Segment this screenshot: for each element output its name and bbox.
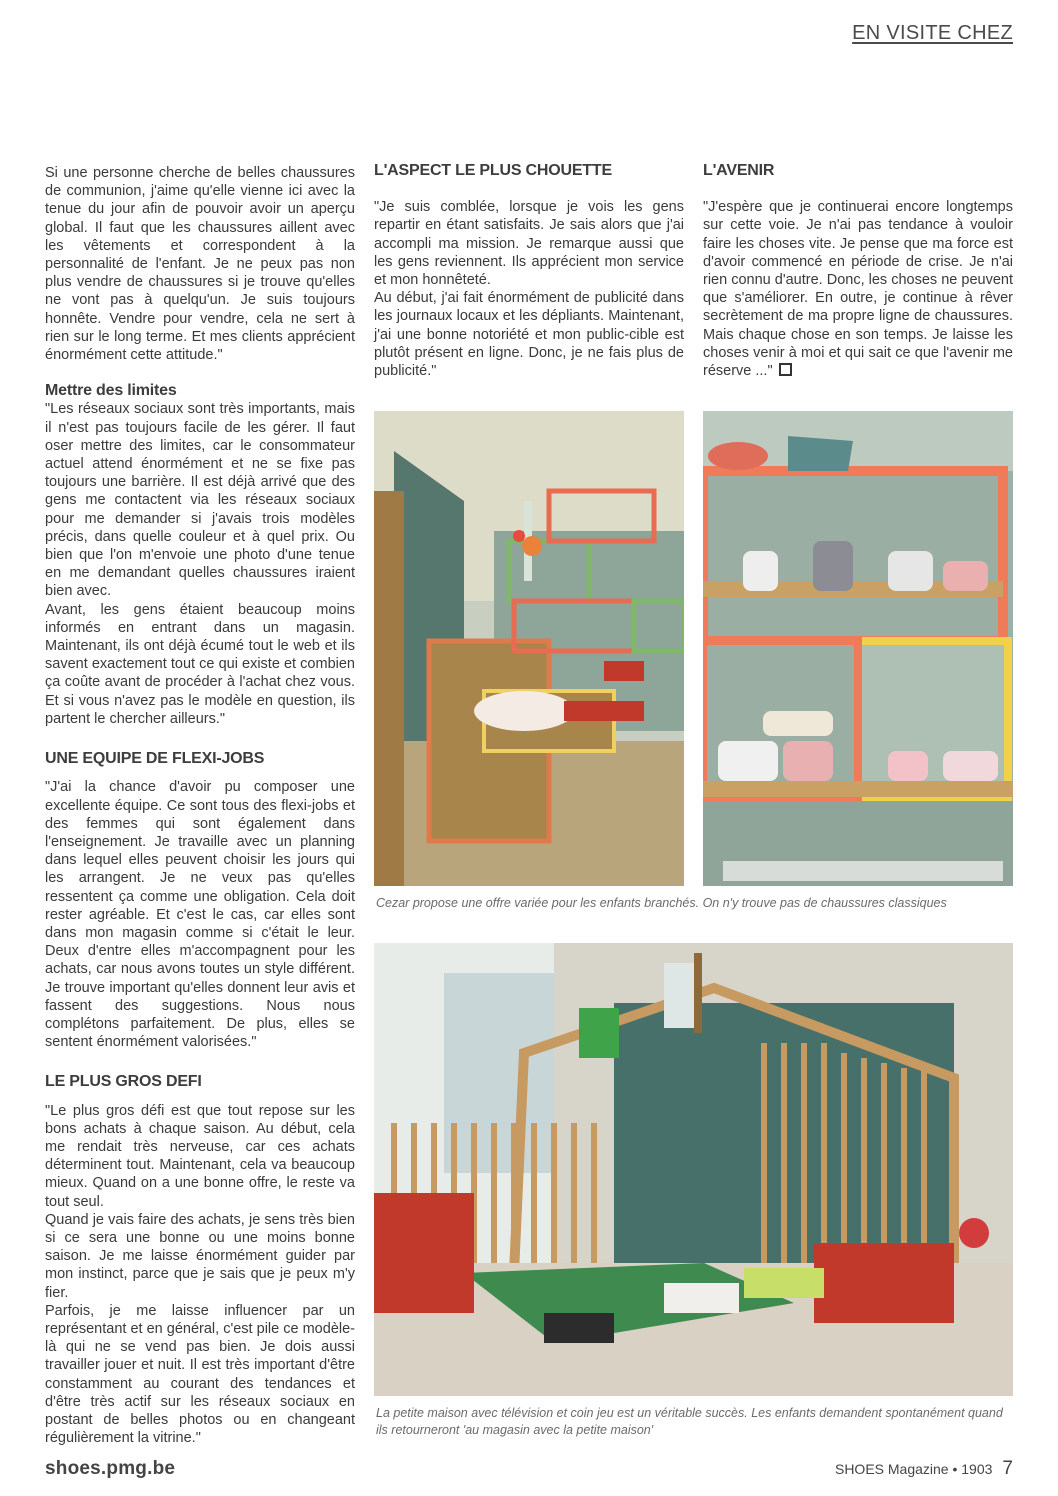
paragraph xyxy=(703,198,1013,380)
paragraph: Quand je vais faire des achats, je sens très bien si ce sera une bonne ou une moins bonne saison. Je me laisse énormément guider par mon instinct, parce que je sais que je peux m'y fier. xyxy=(45,1211,355,1301)
paragraph-text: "J'espère que je continuerai encore longtemps sur cette voie. Je n'ai pas tendance à vouloir faire les choses vite. Je pense que ma force est d'avoir commencé en période de crise. Je n'ai rien connu d'autre. Donc, les choses ne peuvent que s'améliorer. En outre, je continue à rêver secrètement de ma propre ligne de chaussures. Mais chaque chose en son temps. Je laisse les choses venir à moi et qui sait ce que l'avenir me réserve ..." xyxy=(703,199,1013,380)
article-column-1 xyxy=(45,164,355,1447)
page-number: 7 xyxy=(1002,1458,1013,1479)
subheading-team: UNE EQUIPE DE FLEXI-JOBS xyxy=(45,750,265,768)
end-mark-icon xyxy=(779,363,792,376)
little-house-photo xyxy=(374,943,1013,1396)
shoe-shelves-photo xyxy=(703,411,1013,886)
footer-website-link[interactable]: shoes.pmg.be xyxy=(45,1458,176,1479)
subheading-future: L'AVENIR xyxy=(703,162,775,179)
subheading-challenge: LE PLUS GROS DEFI xyxy=(45,1073,202,1091)
paragraph: "Je suis comblée, lorsque je vois les gens repartir en étant satisfaits. Je sais alors que j'ai accompli ma mission. Je remarque aussi que les gens reviennent. Ils apprécient mon service et mon honnêteté. xyxy=(374,199,684,289)
paragraph: Au début, j'ai fait énormément de publicité dans les journaux locaux et les dépliants. Maintenant, j'ai une bonne notoriété et mon public-cible est plutôt présent en ligne. Donc, je ne fais plus de publicité." xyxy=(374,290,684,380)
photo-caption: Cezar propose une offre variée pour les enfants branchés. On n'y trouve pas de chaussures classiques xyxy=(376,896,947,910)
article-column-3 xyxy=(703,162,1013,380)
article-column-2 xyxy=(374,162,684,380)
paragraph: Si une personne cherche de belles chaussures de communion, j'aime qu'elle vienne ici avec la tenue du jour afin de pouvoir avoir un aperçu global. Il faut que les chaussures aillent avec les vêtements et correspondent à la personnalité de l'enfant. Je ne peux pas non plus vendre de chaussures si je trouve qu'elles ne vont pas à quelqu'un. Je suis toujours honnête. Vendre pour vendre, cela ne sert à rien sur le long terme. Et mes clients apprécient énormément cette attitude." xyxy=(45,165,355,364)
paragraph: "J'ai la chance d'avoir pu composer une excellente équipe. Ce sont tous des flexi-jobs et des femmes qui sont également dans l'enseignement. Je travaille avec un planning dans lequel elles peuvent choisir les jours qui les arrangent. Je ne veux pas qu'elles ressentent ça comme une obligation. Cela doit rester agréable. Et c'est le cas, car elles sont dans mon magasin comme si c'était le leur. Deux d'entre elles m'accompagnent pour les achats, car nous avons toutes un style différent. Je trouve important qu'elles donnent leur avis et fassent des suggestions. Nous nous complétons parfaitement. De plus, elles se sentent énormément valorisées." xyxy=(45,779,355,1051)
section-header: EN VISITE CHEZ xyxy=(852,22,1013,44)
shop-interior-photo xyxy=(374,411,684,886)
subheading-best-aspect: L'ASPECT LE PLUS CHOUETTE xyxy=(374,162,612,179)
magazine-name: SHOES Magazine • 1903 xyxy=(834,1461,993,1477)
paragraph: Parfois, je me laisse influencer par un représentant et en général, c'est pile ce modèle-là qui ne se vend pas bien. Je dois aussi travailler jouer et nuit. Il est très important d'être constamment au courant des tendances et d'être très actif sur les réseaux sociaux en postant de belles photos ou en changeant régulièrement la vitrine." xyxy=(45,1302,355,1447)
footer-publication xyxy=(835,1458,1013,1480)
paragraph: "Le plus gros défi est que tout repose sur les bons achats à chaque saison. Au début, cela me rendait très nerveuse, car ces achats déterminent tout. Maintenant, cela va beaucoup mieux. Quand on a une bonne offre, le reste va tout seul. xyxy=(45,1102,355,1210)
paragraph: Avant, les gens étaient beaucoup moins informés en entrant dans un magasin. Maintenant, ils ont déjà écumé tout le web et ils savent exactement tout ce qui existe et combien ça coûte avant de procéder à l'achat chez vous. Et si vous n'avez pas le modèle en question, ils partent le chercher ailleurs." xyxy=(45,601,355,727)
photo-caption: La petite maison avec télévision et coin jeu est un véritable succès. Les enfants demandent spontanément quand ils retourneront 'au magasin avec la petite maison' xyxy=(376,1406,1003,1437)
paragraph: "Les réseaux sociaux sont très importants, mais il n'est pas toujours facile de les gérer. Il faut oser mettre des limites, car le consommateur actuel attend énormément et ne se fixe pas toujours une barrière. Il est déjà arrivé que des gens me contactent via les réseaux sociaux pour me demander si j'avais trois modèles précis, dans quelle couleur et à quel prix. Ou bien que l'on m'envoie une photo d'une tenue en me demandant quelles chaussures iraient bien avec. xyxy=(45,401,355,600)
subheading-limits: Mettre des limites xyxy=(45,382,177,400)
